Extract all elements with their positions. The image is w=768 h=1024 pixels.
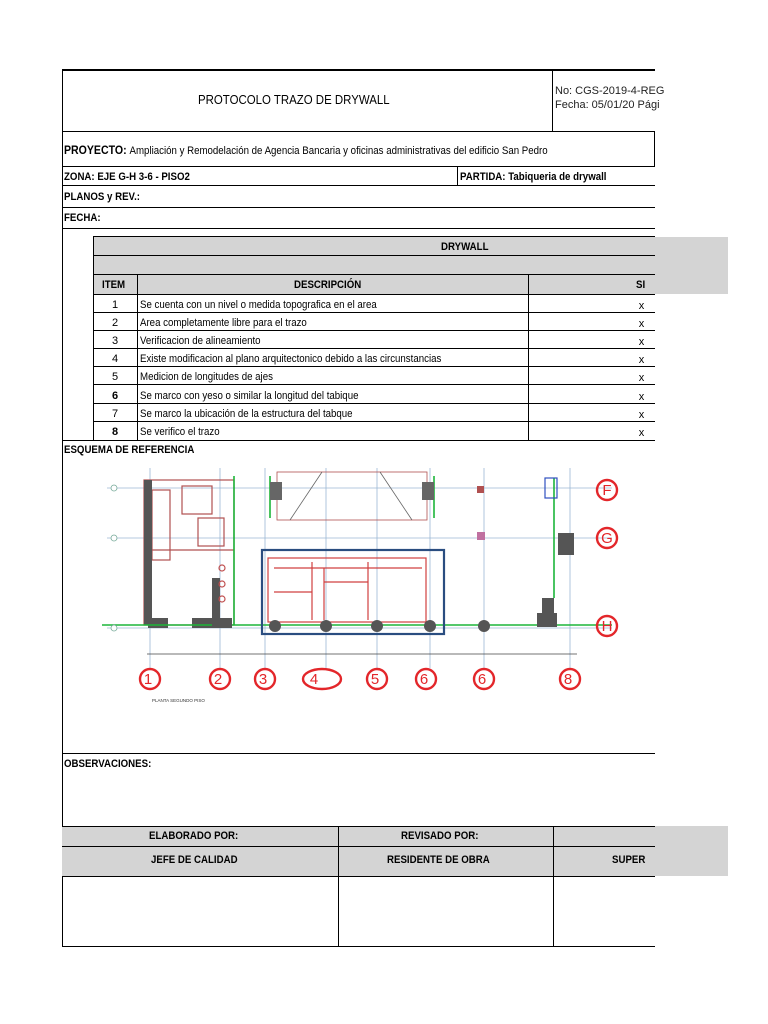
row-desc: Medicion de longitudes de ajes [140, 371, 273, 383]
axis-label-4: 4 [309, 671, 319, 688]
zona-value: EJE G-H 3-6 - PISO2 [97, 171, 190, 183]
row-desc: Area completamente libre para el trazo [140, 317, 307, 329]
row-item: 7 [111, 408, 119, 420]
row-si: x [638, 409, 645, 421]
document-date-page: Fecha: 05/01/20 Pági [555, 99, 660, 111]
proyecto-label: PROYECTO: [64, 143, 127, 157]
row-item: 1 [111, 299, 119, 311]
header-divider [552, 69, 553, 131]
residente-obra-label: RESIDENTE DE OBRA [387, 854, 490, 866]
jefe-calidad-signature-box[interactable] [63, 877, 338, 946]
axis-label-2: 2 [213, 671, 223, 688]
grid-line [93, 294, 655, 295]
row-si: x [638, 336, 645, 348]
document-title: PROTOCOLO TRAZO DE DRYWALL [198, 92, 390, 107]
sig-line [62, 846, 655, 847]
row-si: x [638, 354, 645, 366]
proyecto-right [654, 131, 655, 166]
row-si: x [638, 372, 645, 384]
grid-line [93, 236, 655, 237]
plan-caption: PLANTA SEGUNDO PISO [152, 698, 205, 703]
proyecto-value: Ampliación y Remodelación de Agencia Bancaria y oficinas administrativas del edificio San Pedro [129, 145, 548, 157]
proyecto-bottom [62, 166, 655, 167]
row-desc: Se cuenta con un nivel o medida topografica en el area [140, 299, 377, 311]
axis-label-6b: 6 [477, 671, 487, 688]
signature-side-gray [655, 826, 728, 876]
row-si: x [638, 300, 645, 312]
axis-label-6a: 6 [419, 671, 429, 688]
elaborado-label: ELABORADO POR: [149, 830, 239, 842]
axis-label-1: 1 [143, 671, 153, 688]
zona-row: ZONA: EJE G-H 3-6 - PISO2 [64, 171, 190, 183]
row-si: x [638, 318, 645, 330]
row-desc: Se verifico el trazo [140, 426, 220, 438]
axis-label-5: 5 [370, 671, 380, 688]
row-item: 6 [111, 390, 119, 402]
col-si-header: SI [636, 279, 646, 291]
document-number: No: CGS-2019-4-REG [555, 85, 665, 97]
row-label-g: G [601, 530, 613, 547]
observaciones-label: OBSERVACIONES: [64, 758, 152, 770]
fecha-bottom [62, 228, 655, 229]
grid-line [93, 255, 655, 256]
row-item: 5 [111, 371, 119, 383]
esquema-bottom [62, 753, 655, 754]
proyecto-row [64, 143, 614, 158]
grid-line [62, 440, 655, 441]
row-desc: Verificacion de alineamiento [140, 335, 261, 347]
row-desc: Se marco con yeso o similar la longitud del tabique [140, 390, 359, 402]
row-item: 3 [111, 335, 119, 347]
row-item: 2 [111, 317, 119, 329]
planos-bottom [62, 207, 655, 208]
row-desc: Se marco la ubicación de la estructura del tabque [140, 408, 353, 420]
grid-line [93, 274, 655, 275]
residente-signature-box[interactable] [339, 877, 553, 946]
row-desc: Existe modificacion al plano arquitectonico debido a las circunstancias [140, 353, 442, 365]
esquema-title: ESQUEMA DE REFERENCIA [64, 444, 195, 456]
row-label-f: F [602, 482, 612, 499]
col-item-header: ITEM [101, 279, 125, 291]
row-label-h: H [601, 618, 613, 635]
planos-label: PLANOS y REV.: [64, 191, 141, 203]
zona-bottom [62, 185, 655, 186]
sig-line [62, 826, 655, 827]
sig-line [62, 946, 655, 947]
header-bottom [62, 131, 655, 132]
row-si: x [638, 391, 645, 403]
col-desc-header: DESCRIPCIÓN [294, 279, 362, 291]
row-item: 8 [111, 426, 119, 438]
zona-divider [457, 166, 458, 185]
axis-label-8: 8 [563, 671, 573, 688]
supervisor-signature-box[interactable] [554, 877, 655, 946]
grid-line [137, 274, 138, 440]
revisado-label: REVISADO POR: [401, 830, 479, 842]
supervisor-label: SUPER [612, 854, 646, 866]
drywall-section-title: DRYWALL [441, 241, 489, 253]
row-item: 4 [111, 353, 119, 365]
jefe-calidad-label: JEFE DE CALIDAD [150, 854, 238, 866]
row-si: x [638, 427, 645, 439]
axis-label-3: 3 [258, 671, 268, 688]
partida-value: Tabiqueria de drywall [508, 171, 607, 183]
frame-top [62, 69, 655, 71]
floor-plan-drawing [62, 458, 655, 753]
partida-row: PARTIDA: Tabiqueria de drywall [460, 171, 607, 183]
fecha-label: FECHA: [64, 212, 101, 224]
drywall-subheader-band [93, 255, 655, 274]
